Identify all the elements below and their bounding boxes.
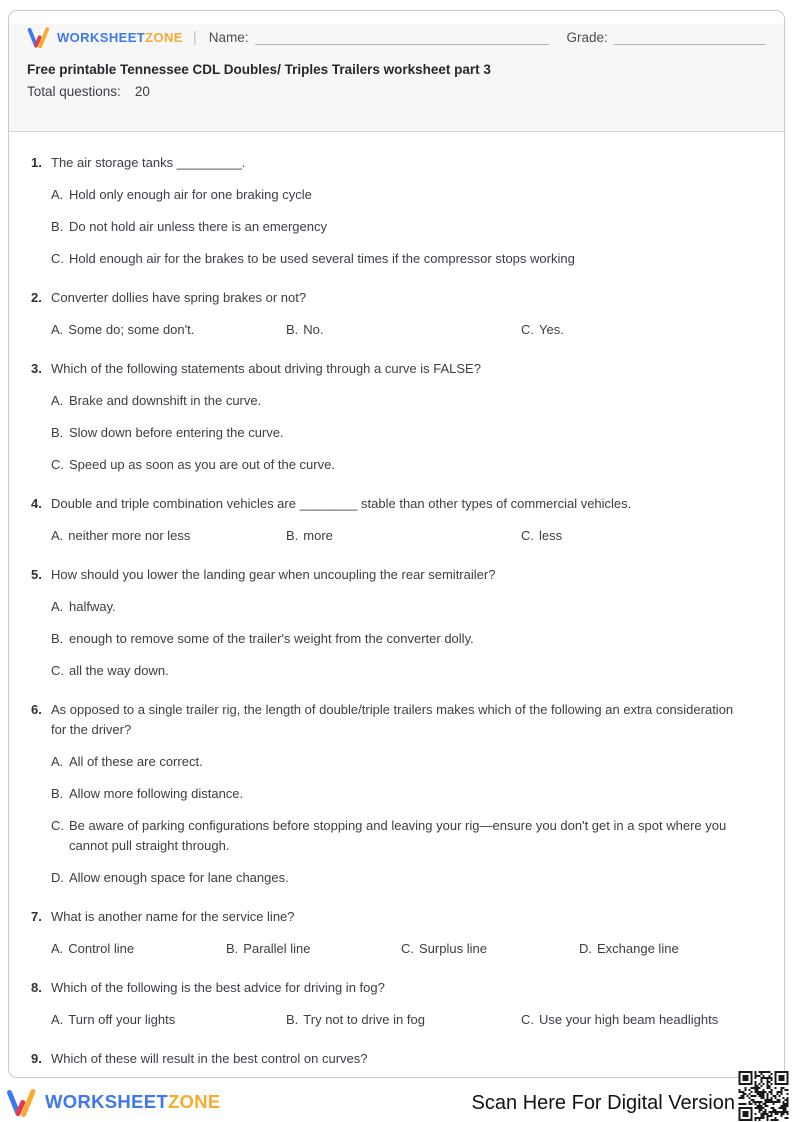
option-text: Hold enough air for the brakes to be used several times if the compressor stops working <box>69 251 575 266</box>
answer-option <box>51 661 736 681</box>
worksheetzone-logo-icon <box>27 25 51 49</box>
grade-write-line <box>614 29 766 45</box>
option-text: Slow down before entering the curve. <box>69 425 284 440</box>
question-text: As opposed to a single trailer rig, the length of double/triple trailers makes which of the following an extra consideration for the driver? <box>51 702 734 737</box>
footer-worksheetzone-logo-icon <box>6 1086 38 1118</box>
name-write-line <box>255 29 549 45</box>
option-letter: A. <box>51 941 64 956</box>
option-letter: A. <box>51 322 64 337</box>
question-text: Which of the following is the best advice for driving in fog? <box>51 980 385 995</box>
option-letter: C. <box>521 528 534 543</box>
brand-zone-text: ZONE <box>145 29 183 45</box>
question-line <box>31 494 736 514</box>
option-text: more <box>303 528 333 543</box>
brand-worksheet-text: WORKSHEET <box>57 29 146 45</box>
option-letter: D. <box>51 870 64 885</box>
worksheetzone-logo <box>27 25 183 49</box>
option-text: Some do; some don't. <box>68 322 195 337</box>
answer-option <box>51 249 736 269</box>
answer-option <box>51 217 736 237</box>
option-letter: C. <box>51 251 64 266</box>
answer-option <box>51 629 736 649</box>
option-text: Try not to drive in fog <box>303 1012 425 1027</box>
option-text: No. <box>303 322 324 337</box>
option-letter: B. <box>226 941 239 956</box>
question-block <box>31 359 736 475</box>
question-number: 4. <box>31 496 42 511</box>
option-letter: A. <box>51 528 64 543</box>
option-letter: A. <box>51 599 64 614</box>
option-text: Exchange line <box>597 941 679 956</box>
option-letter: B. <box>286 1012 299 1027</box>
question-text: How should you lower the landing gear when uncoupling the rear semitrailer? <box>51 567 496 582</box>
option-text: Speed up as soon as you are out of the curve. <box>69 457 335 472</box>
question-number: 3. <box>31 361 42 376</box>
header-separator: | <box>192 28 197 46</box>
answer-option <box>51 939 134 959</box>
answer-option <box>521 1010 718 1030</box>
answer-option <box>51 391 736 411</box>
option-letter: C. <box>51 818 64 833</box>
answer-options-row <box>51 320 736 340</box>
option-letter: B. <box>51 219 64 234</box>
question-block <box>31 907 736 959</box>
worksheet-header <box>9 24 784 132</box>
answer-option <box>226 939 311 959</box>
question-number: 1. <box>31 155 42 170</box>
question-block <box>31 700 736 888</box>
answer-option <box>51 1010 175 1030</box>
question-number: 2. <box>31 290 42 305</box>
question-text: Double and triple combination vehicles are ________ stable than other types of commercial vehicles. <box>51 496 632 511</box>
grade-label: Grade: <box>566 29 608 45</box>
answer-option <box>286 320 324 340</box>
header-top-row <box>27 24 766 50</box>
scan-here-text: Scan Here For Digital Version <box>471 1092 735 1114</box>
option-letter: A. <box>51 754 64 769</box>
question-text: What is another name for the service line? <box>51 909 295 924</box>
question-number: 9. <box>31 1051 42 1066</box>
answer-options-row <box>51 1010 736 1030</box>
footer-brand-worksheet-text: WORKSHEET <box>45 1091 168 1112</box>
answer-option <box>286 1010 425 1030</box>
option-letter: B. <box>286 528 299 543</box>
question-block <box>31 153 736 269</box>
question-line <box>31 1049 736 1069</box>
question-number: 8. <box>31 980 42 995</box>
option-text: all the way down. <box>69 663 169 678</box>
option-letter: A. <box>51 393 64 408</box>
question-line <box>31 978 736 998</box>
option-text: Allow more following distance. <box>69 786 244 801</box>
option-letter: C. <box>521 322 534 337</box>
questions-list <box>9 132 784 1069</box>
option-text: Parallel line <box>243 941 311 956</box>
answer-option <box>51 423 736 443</box>
answer-option <box>51 868 736 888</box>
option-letter: B. <box>286 322 299 337</box>
question-number: 7. <box>31 909 42 924</box>
answer-option <box>51 597 736 617</box>
question-number: 6. <box>31 702 42 717</box>
footer-brand-zone-text: ZONE <box>167 1091 221 1112</box>
footer-brand-wordmark <box>45 1091 221 1113</box>
question-block <box>31 565 736 681</box>
total-questions-label: Total questions: <box>27 84 121 99</box>
option-text: less <box>539 528 563 543</box>
answer-option <box>51 320 194 340</box>
question-block <box>31 1049 736 1069</box>
answer-option <box>51 526 190 546</box>
question-text: Which of the following statements about driving through a curve is FALSE? <box>51 361 481 376</box>
question-block <box>31 494 736 546</box>
question-text: Which of these will result in the best control on curves? <box>51 1051 368 1066</box>
question-line <box>31 565 736 585</box>
worksheet-title: Free printable Tennessee CDL Doubles/ Triples Trailers worksheet part 3 <box>27 62 491 77</box>
question-line <box>31 288 736 308</box>
option-letter: A. <box>51 187 64 202</box>
footer-worksheetzone-logo <box>6 1086 221 1118</box>
answer-option <box>51 784 736 804</box>
answer-option <box>401 939 487 959</box>
option-letter: B. <box>51 786 64 801</box>
option-letter: C. <box>51 457 64 472</box>
answer-option <box>51 185 736 205</box>
answer-option <box>51 752 736 772</box>
answer-option <box>51 816 736 856</box>
question-line <box>31 153 736 173</box>
option-text: neither more nor less <box>68 528 191 543</box>
qr-code <box>737 1071 790 1121</box>
worksheet-card <box>8 10 785 1078</box>
question-text: Converter dollies have spring brakes or not? <box>51 290 307 305</box>
total-questions-row <box>27 84 766 99</box>
answer-option <box>521 526 562 546</box>
question-block <box>31 978 736 1030</box>
option-text: Use your high beam headlights <box>539 1012 719 1027</box>
answer-option <box>521 320 564 340</box>
option-text: Do not hold air unless there is an emergency <box>69 219 327 234</box>
answer-options-row <box>51 939 736 959</box>
option-letter: A. <box>51 1012 64 1027</box>
question-number: 5. <box>31 567 42 582</box>
name-label: Name: <box>208 29 249 45</box>
answer-option <box>579 939 679 959</box>
option-text: Surplus line <box>419 941 487 956</box>
option-letter: B. <box>51 631 64 646</box>
question-text: The air storage tanks _________. <box>51 155 246 170</box>
option-text: halfway. <box>69 599 116 614</box>
question-line <box>31 907 736 927</box>
option-text: All of these are correct. <box>69 754 203 769</box>
answer-option <box>286 526 333 546</box>
answer-options-row <box>51 526 736 546</box>
option-letter: C. <box>401 941 414 956</box>
option-letter: C. <box>51 663 64 678</box>
option-text: Brake and downshift in the curve. <box>69 393 262 408</box>
option-text: enough to remove some of the trailer's weight from the converter dolly. <box>69 631 474 646</box>
option-letter: D. <box>579 941 592 956</box>
option-text: Hold only enough air for one braking cycle <box>69 187 312 202</box>
brand-wordmark <box>57 30 183 45</box>
answer-option <box>51 455 736 475</box>
option-letter: B. <box>51 425 64 440</box>
total-questions-value: 20 <box>134 84 150 99</box>
option-text: Allow enough space for lane changes. <box>69 870 289 885</box>
option-text: Control line <box>68 941 135 956</box>
option-text: Turn off your lights <box>68 1012 176 1027</box>
option-letter: C. <box>521 1012 534 1027</box>
option-text: Yes. <box>539 322 564 337</box>
question-line <box>31 700 736 740</box>
question-block <box>31 288 736 340</box>
option-text: Be aware of parking configurations before stopping and leaving your rig—ensure you don't get in a spot where you cannot pull straight through. <box>69 818 727 853</box>
question-line <box>31 359 736 379</box>
